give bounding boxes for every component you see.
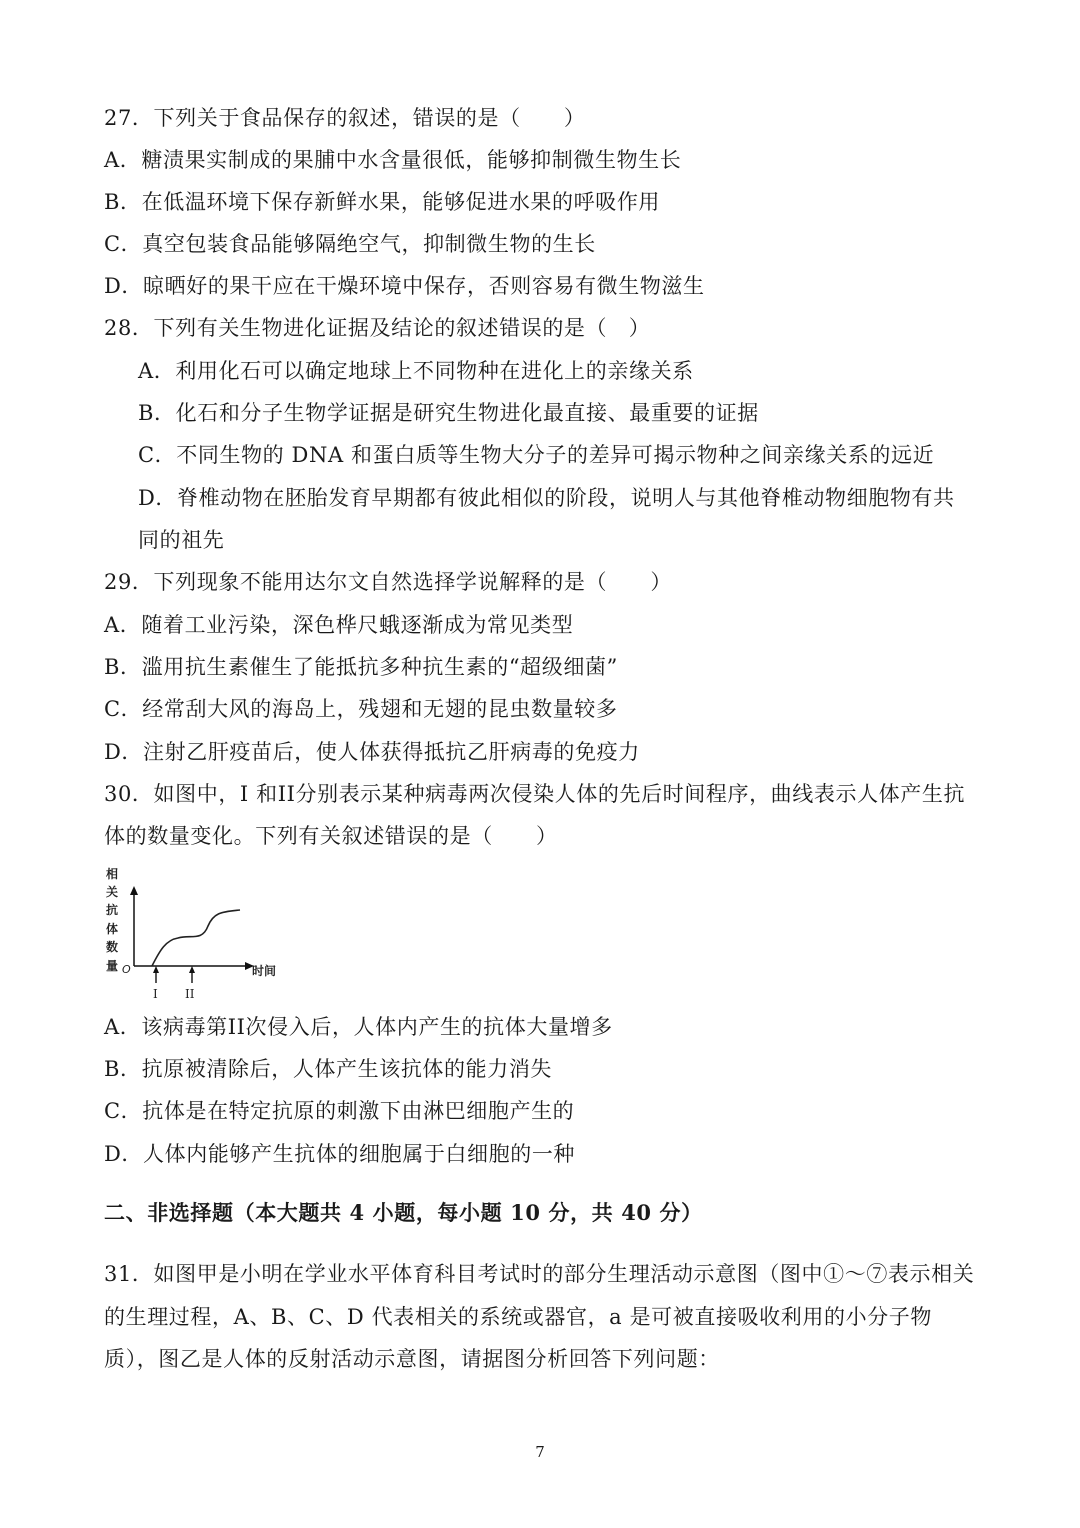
q28-stem: 28．下列有关生物进化证据及结论的叙述错误的是（ ） — [104, 316, 651, 340]
q28-option-a: A．利用化石可以确定地球上不同物种在进化上的亲缘关系 — [138, 359, 694, 383]
q28-option-b: B．化石和分子生物学证据是研究生物进化最直接、最重要的证据 — [138, 401, 759, 425]
q30-option-c: C．抗体是在特定抗原的刺激下由淋巴细胞产生的 — [104, 1099, 575, 1123]
q27-option-c: C．真空包装食品能够隔绝空气，抑制微生物的生长 — [104, 232, 596, 256]
q29-option-c: C．经常刮大风的海岛上，残翅和无翅的昆虫数量较多 — [104, 697, 618, 721]
ylabel-char: 数 — [106, 940, 119, 954]
marker-2-arrow-icon — [189, 966, 195, 973]
q27-stem: 27．下列关于食品保存的叙述，错误的是（ ） — [104, 106, 586, 130]
marker-1-arrow-icon — [153, 966, 159, 973]
ylabel-char: 相 — [106, 867, 119, 881]
ylabel-char: 量 — [106, 959, 119, 973]
marker-1-label: I — [153, 987, 158, 1001]
antibody-curve-figure — [98, 862, 298, 1002]
q27-option-a: A．糖渍果实制成的果脯中水含量很低，能够抑制微生物生长 — [104, 148, 682, 172]
q30-option-d: D．人体内能够产生抗体的细胞属于白细胞的一种 — [104, 1142, 576, 1166]
origin-label: O — [122, 963, 131, 976]
q28-option-c: C．不同生物的 DNA 和蛋白质等生物大分子的差异可揭示物种之间亲缘关系的远近 — [138, 443, 935, 467]
y-axis-arrow-icon — [130, 886, 138, 895]
q28-option-d-cont: 同的祖先 — [138, 528, 225, 552]
ylabel-char: 关 — [106, 885, 119, 899]
q30-option-a: A．该病毒第II次侵入后，人体内产生的抗体大量增多 — [104, 1015, 613, 1039]
q29-option-d: D．注射乙肝疫苗后，使人体获得抵抗乙肝病毒的免疫力 — [104, 740, 640, 764]
q30-stem-line1: 30．如图中，I 和II分别表示某种病毒两次侵染人体的先后时间程序，曲线表示人体产生抗 — [104, 782, 966, 806]
xlabel: 时间 — [252, 964, 277, 978]
q27-option-d: D．晾晒好的果干应在干燥环境中保存，否则容易有微生物滋生 — [104, 274, 705, 298]
q31-line3: 质），图乙是人体的反射活动示意图，请据图分析回答下列问题： — [104, 1347, 720, 1371]
q29-option-a: A．随着工业污染，深色桦尺蛾逐渐成为常见类型 — [104, 613, 574, 637]
q27-option-b: B．在低温环境下保存新鲜水果，能够促进水果的呼吸作用 — [104, 190, 661, 214]
page-number: 7 — [535, 1443, 545, 1461]
q30-stem-line2: 体的数量变化。下列有关叙述错误的是（ ） — [104, 824, 558, 848]
q29-stem: 29．下列现象不能用达尔文自然选择学说解释的是（ ） — [104, 570, 672, 594]
q30-option-b: B．抗原被清除后，人体产生该抗体的能力消失 — [104, 1057, 553, 1081]
q29-option-b: B．滥用抗生素催生了能抵抗多种抗生素的“超级细菌” — [104, 655, 618, 679]
q28-option-d: D．脊椎动物在胚胎发育早期都有彼此相似的阶段，说明人与其他脊椎动物细胞物有共 — [138, 486, 955, 510]
antibody-curve — [152, 910, 240, 966]
q31-line2: 的生理过程，A、B、C、D 代表相关的系统或器官，a 是可被直接吸收利用的小分子物 — [104, 1305, 932, 1329]
marker-2-label: II — [185, 987, 195, 1001]
ylabel-char: 体 — [106, 922, 119, 936]
ylabel-char: 抗 — [106, 903, 119, 917]
section-2-heading: 二、非选择题（本大题共 4 小题，每小题 10 分，共 40 分） — [104, 1200, 703, 1225]
q31-line1: 31．如图甲是小明在学业水平体育科目考试时的部分生理活动示意图（图中①～⑦表示相关 — [104, 1262, 975, 1286]
